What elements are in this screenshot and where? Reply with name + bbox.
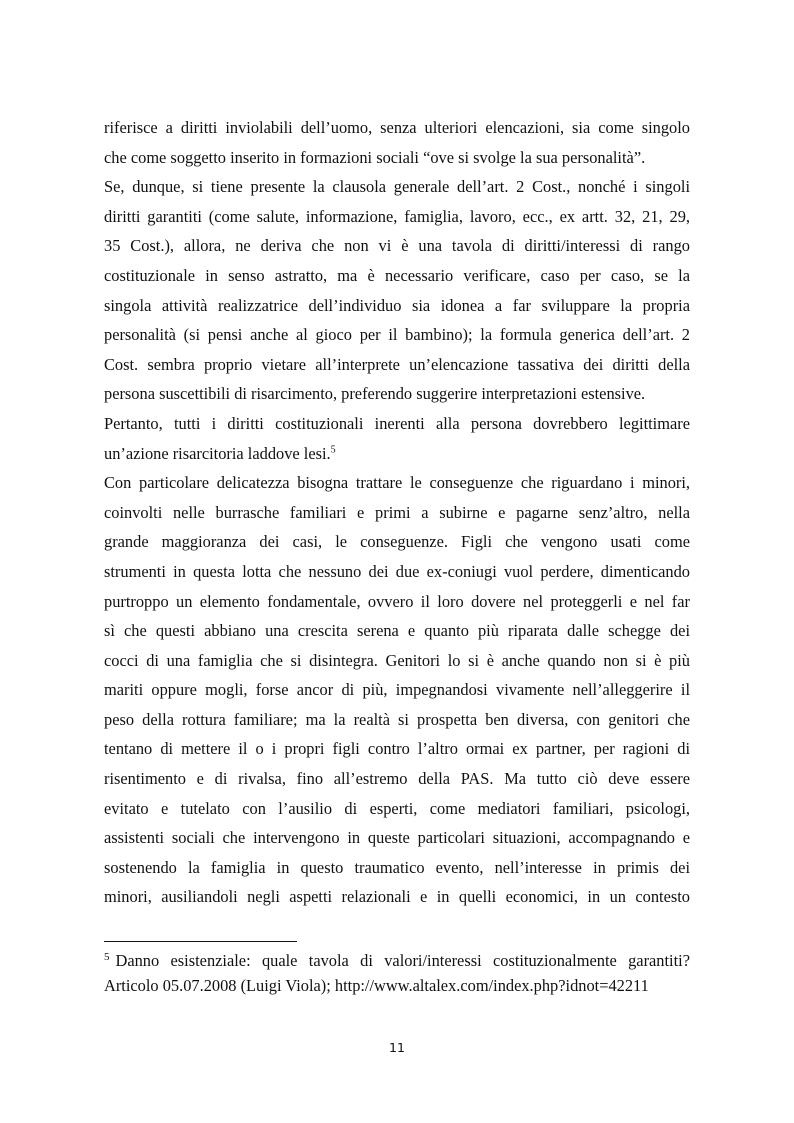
footnote-source[interactable]: Articolo 05.07.2008 (Luigi Viola); http://www.altalex.com/index.php?idnot=42211: [104, 976, 649, 995]
body-line: peso della rottura familiare; ma la realtà si prospetta ben diversa, con genitori che: [104, 709, 690, 729]
body-line: diritti garantiti (come salute, informazione, famiglia, lavoro, ecc., ex artt. 32, 21, 29,: [104, 206, 690, 226]
footnote-line: [104, 948, 690, 973]
body-line: Cost. sembra proprio vietare all’interprete un’elencazione tassativa dei diritti della: [104, 354, 690, 374]
body-line: grande maggioranza dei casi, le conseguenze. Figli che vengono usati come: [104, 532, 690, 552]
body-line: costituzionale in senso astratto, ma è necessario verificare, caso per caso, se la: [104, 265, 690, 285]
body-line: sostenendo la famiglia in questo traumatico evento, nell’interesse in primis dei: [104, 857, 690, 877]
body-line: cocci di una famiglia che si disintegra. Genitori lo si è anche quando non si è più: [104, 650, 690, 670]
body-line: mariti oppure mogli, forse ancor di più, impegnandosi vivamente nell’alleggerire il: [104, 680, 690, 700]
body-line: 35 Cost.), allora, ne deriva che non vi è una tavola di diritti/interessi di rango: [104, 236, 690, 256]
body-line: riferisce a diritti inviolabili dell’uomo, senza ulteriori elencazioni, sia come singolo: [104, 118, 690, 137]
body-text: [104, 113, 690, 912]
body-line: minori, ausiliandoli negli aspetti relazionali e in quelli economici, in un contesto: [104, 887, 690, 907]
body-line: Se, dunque, si tiene presente la clausola generale dell’art. 2 Cost., nonché i singoli: [104, 177, 690, 197]
body-line-text: un’azione risarcitoria laddove lesi.: [104, 443, 331, 463]
body-line: assistenti sociali che intervengono in queste particolari situazioni, accompagnando e: [104, 828, 690, 848]
body-line: Pertanto, tutti i diritti costituzionali inerenti alla persona dovrebbero legittimare: [104, 413, 690, 433]
body-line: evitato e tutelato con l’ausilio di esperti, come mediatori familiari, psicologi,: [104, 798, 690, 818]
body-line: Con particolare delicatezza bisogna trattare le conseguenze che riguardano i minori,: [104, 473, 690, 493]
body-line: strumenti in questa lotta che nessuno dei due ex-coniugi vuol perdere, dimenticando: [104, 561, 690, 581]
footnote: [104, 948, 690, 998]
body-line: purtroppo un elemento fondamentale, ovvero il loro dovere nel proteggerli e nel far: [104, 591, 690, 611]
body-line: personalità (si pensi anche al gioco per il bambino); la formula generica dell’art. 2: [104, 325, 690, 345]
footnote-reference[interactable]: 5: [330, 444, 336, 456]
body-line: sì che questi abbiano una crescita serena e quanto più riparata dalle schegge dei: [104, 621, 690, 641]
body-line: persona suscettibili di risarcimento, preferendo suggerire interpretazioni estensive.: [104, 384, 646, 404]
body-line-with-footnote: [104, 439, 690, 469]
page-number: 11: [389, 1040, 405, 1055]
footnote-separator: [104, 941, 297, 942]
body-line: tentano di mettere il o i propri figli contro l’altro ormai ex partner, per ragioni di: [104, 739, 690, 759]
body-line: che come soggetto inserito in formazioni sociali “ove si svolge la sua personalità”.: [104, 147, 646, 167]
footnote-text: Danno esistenziale: quale tavola di valori/interessi costituzionalmente garantiti?: [115, 951, 690, 970]
body-line: singola attività realizzatrice dell’individuo sia idonea a far sviluppare la propria: [104, 295, 690, 315]
body-line: coinvolti nelle burrasche familiari e primi a subirne e pagarne senz’altro, nella: [104, 502, 690, 522]
body-line: risentimento e di rivalsa, fino all’estremo della PAS. Ma tutto ciò deve essere: [104, 769, 690, 789]
footnote-mark: 5: [104, 950, 110, 963]
